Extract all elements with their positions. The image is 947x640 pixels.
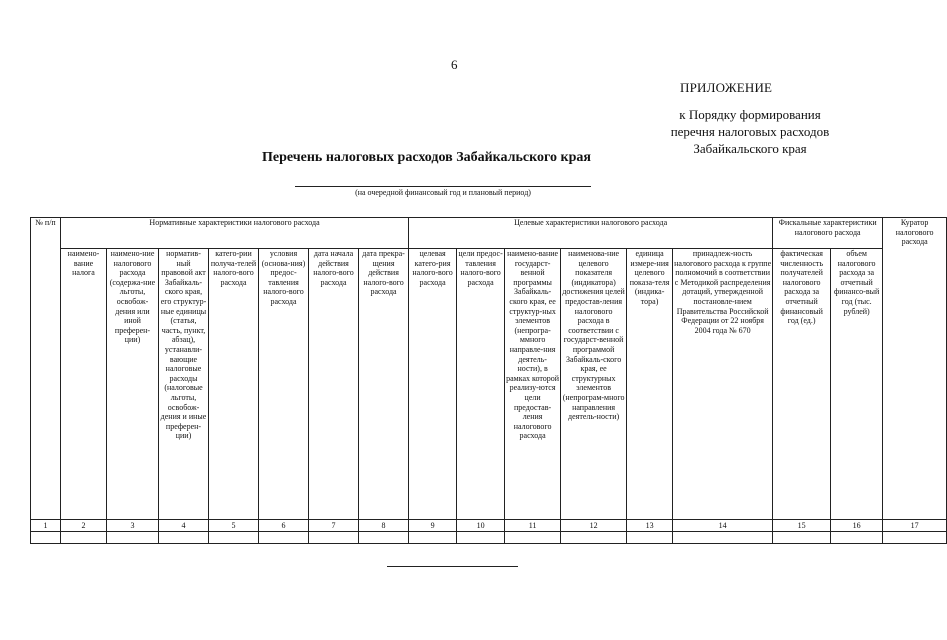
header-tax-name: наимено-вание налога: [61, 249, 107, 520]
header-authority-group: принадлеж-ность налогового расхода к группе полномочий в соответствии с Методикой распределения дотаций, утвержденной постановле-нием Правительства Российской Федерации от 22 ноября 2004 года № 670: [673, 249, 773, 520]
period-caption: (на очередной финансовый год и плановый период): [355, 188, 531, 197]
col-number: 8: [359, 520, 409, 532]
table-number-row: [31, 520, 947, 532]
empty-cell: [409, 532, 457, 544]
header-group-fiscal: Фискальные характеристики налогового расхода: [773, 218, 883, 249]
appendix-line-1: к Порядку формирования: [679, 107, 821, 122]
header-target-indicator: наименова-ние целевого показателя (индикатора) достижения целей предостав-ления налогового расхода в соответствии с государст-венной программой Забайкаль-ского края, ее структурных элементов (непрограм-много направления деятель-ности): [561, 249, 627, 520]
col-number: 4: [159, 520, 209, 532]
empty-cell: [673, 532, 773, 544]
col-number: 7: [309, 520, 359, 532]
table-sub-header-row: [31, 249, 947, 520]
header-group-target: Целевые характеристики налогового расхода: [409, 218, 773, 249]
appendix-subtitle: [640, 106, 860, 157]
empty-cell: [359, 532, 409, 544]
header-expenditure-volume: объем налогового расхода за отчетный финансо-вый год (тыс. рублей): [831, 249, 883, 520]
col-number: 13: [627, 520, 673, 532]
empty-cell: [561, 532, 627, 544]
empty-cell: [309, 532, 359, 544]
header-unit: единица измере-ния целевого показа-теля (индика-тора): [627, 249, 673, 520]
empty-cell: [831, 532, 883, 544]
tax-expenditure-table: [30, 217, 947, 544]
col-number: 16: [831, 520, 883, 532]
page-number: 6: [451, 57, 458, 72]
table-empty-row: [31, 532, 947, 544]
col-number: 11: [505, 520, 561, 532]
appendix-line-3: Забайкальского края: [693, 141, 807, 156]
header-state-program: наимено-вание государст-венной программы Забайкаль-ского края, ее структур-ных элементов (непрогра-ммного направле-ния деятель-ности), в рамках которой реализу-ются цели предостав-ления налогового расхода: [505, 249, 561, 520]
header-group-normative: Нормативные характеристики налогового расхода: [61, 218, 409, 249]
header-curator: Куратор налогового расхода: [883, 218, 947, 520]
col-number: 9: [409, 520, 457, 532]
empty-cell: [457, 532, 505, 544]
empty-cell: [61, 532, 107, 544]
col-number: 14: [673, 520, 773, 532]
col-number: 12: [561, 520, 627, 532]
col-number: 15: [773, 520, 831, 532]
appendix-title: ПРИЛОЖЕНИЕ: [680, 80, 773, 95]
col-number: 5: [209, 520, 259, 532]
col-number: 3: [107, 520, 159, 532]
empty-cell: [107, 532, 159, 544]
table-group-header-row: [31, 218, 947, 249]
header-number: № п/п: [31, 218, 61, 520]
empty-cell: [259, 532, 309, 544]
empty-cell: [883, 532, 947, 544]
empty-cell: [627, 532, 673, 544]
empty-cell: [773, 532, 831, 544]
appendix-line-2: перечня налоговых расходов: [670, 124, 830, 139]
empty-cell: [159, 532, 209, 544]
end-separator-line: [387, 566, 518, 567]
document-title: Перечень налоговых расходов Забайкальского края: [262, 150, 591, 165]
header-recipient-categories: катего-рии получа-телей налого-вого расхода: [209, 249, 259, 520]
header-recipient-count: фактическая численность получателей налогового расхода за отчетный финансовый год (ед.): [773, 249, 831, 520]
header-target-category: целевая катего-рия налого-вого расхода: [409, 249, 457, 520]
header-conditions: условия (основа-ния) предос-тавления налого-вого расхода: [259, 249, 309, 520]
header-goals: цели предос-тавления налого-вого расхода: [457, 249, 505, 520]
empty-cell: [505, 532, 561, 544]
period-blank-line: [295, 186, 591, 187]
header-start-date: дата начала действия налого-вого расхода: [309, 249, 359, 520]
col-number: 10: [457, 520, 505, 532]
header-end-date: дата прекра-щения действия налого-вого расхода: [359, 249, 409, 520]
header-legal-act: норматив-ный правовой акт Забайкаль-ского края, его структур-ные единицы (статья, часть, пункт, абзац), устанавли-вающие налоговые расходы (налоговые льготы, освобож-дения и иные преферен-ции): [159, 249, 209, 520]
col-number: 17: [883, 520, 947, 532]
col-number: 6: [259, 520, 309, 532]
header-expenditure-name: наимено-ние налогового расхода (содержа-ние льготы, освобож-дения или иной преферен-ции): [107, 249, 159, 520]
empty-cell: [209, 532, 259, 544]
col-number: 2: [61, 520, 107, 532]
col-number: 1: [31, 520, 61, 532]
empty-cell: [31, 532, 61, 544]
